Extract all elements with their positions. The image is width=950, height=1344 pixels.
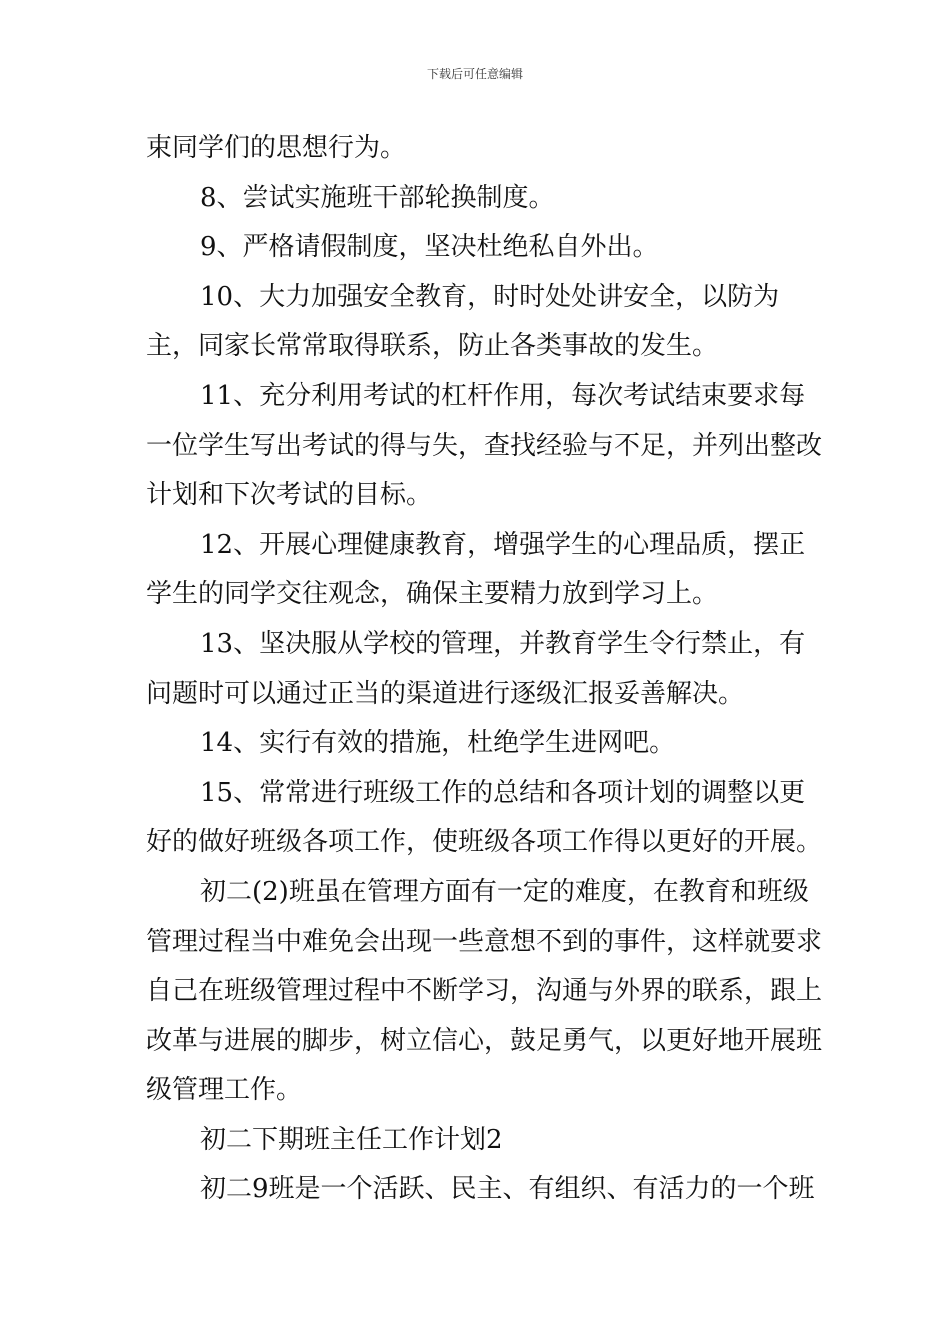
paragraph-intro: 初二9班是一个活跃、民主、有组织、有活力的一个班 [200, 1174, 815, 1205]
page-header: 下载后可任意编辑 [426, 67, 523, 81]
paragraph-item-10: 10、大力加强安全教育，时时处处讲安全，以防为主，同家长常常取得联系，防止各类事故的发生。 [146, 281, 780, 362]
paragraph-item-13: 13、坚决服从学校的管理，并教育学生令行禁止，有问题时可以通过正当的渠道进行逐级汇报妥善解决。 [146, 628, 806, 709]
section-heading: 初二下期班主任工作计划2 [200, 1124, 503, 1155]
paragraph-continuation: 束同学们的思想行为。 [146, 133, 407, 163]
paragraph-item-11: 11、充分利用考试的杠杆作用，每次考试结束要求每一位学生写出考试的得与失，查找经验与不足，并列出整改计划和下次考试的目标。 [146, 380, 823, 511]
document-body [146, 124, 826, 1215]
paragraph-item-9: 9、严格请假制度，坚决杜绝私自外出。 [200, 232, 659, 263]
paragraph-item-12: 12、开展心理健康教育，增强学生的心理品质，摆正学生的同学交往观念，确保主要精力放到学习上。 [146, 529, 806, 610]
paragraph-summary: 初二(2)班虽在管理方面有一定的难度，在教育和班级管理过程当中难免会出现一些意想不到的事件，这样就要求自己在班级管理过程中不断学习，沟通与外界的联系，跟上改革与进展的脚步，树立信心，鼓足勇气，以更好地开展班级管理工作。 [146, 876, 823, 1106]
paragraph-item-14: 14、实行有效的措施，杜绝学生进网吧。 [200, 728, 676, 759]
paragraph-item-15: 15、常常进行班级工作的总结和各项计划的调整以更好的做好班级各项工作，使班级各项工作得以更好的开展。 [146, 777, 823, 858]
paragraph-item-8: 8、尝试实施班干部轮换制度。 [200, 182, 555, 213]
